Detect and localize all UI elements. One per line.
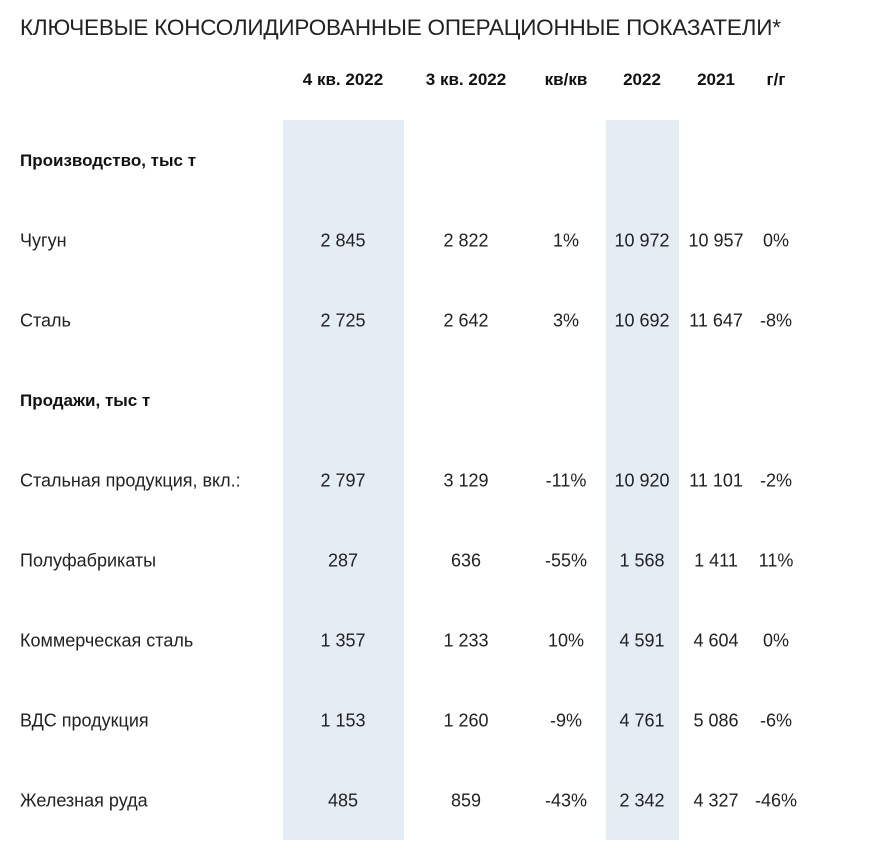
column-header-yoy: г/г [766, 70, 786, 89]
cell-yoy: -8% [759, 310, 793, 331]
column-header-q3-2022: 3 кв. 2022 [425, 70, 507, 89]
row-label: Сталь [20, 310, 71, 331]
cell-q3-2022: 1 260 [443, 710, 489, 731]
cell-q4-2022: 2 797 [320, 470, 366, 491]
cell-q3-2022: 859 [450, 790, 482, 811]
cell-yoy: 0% [762, 630, 790, 651]
cell-2022: 1 568 [619, 550, 665, 571]
row-label: Железная руда [20, 790, 148, 811]
row-label: ВДС продукция [20, 710, 149, 731]
cell-2022: 2 342 [619, 790, 665, 811]
cell-qoq: 3% [552, 310, 580, 331]
column-header-qoq: кв/кв [544, 70, 588, 89]
cell-2021: 4 327 [693, 790, 739, 811]
cell-q3-2022: 1 233 [443, 630, 489, 651]
cell-qoq: 1% [552, 230, 580, 251]
cell-2022: 10 692 [614, 310, 670, 331]
cell-2022: 10 972 [614, 230, 670, 251]
cell-q4-2022: 1 153 [320, 710, 366, 731]
cell-q3-2022: 3 129 [443, 470, 489, 491]
cell-yoy: -46% [754, 790, 798, 811]
cell-qoq: -55% [544, 550, 588, 571]
cell-yoy: -2% [759, 470, 793, 491]
cell-yoy: 11% [758, 550, 794, 571]
cell-2021: 5 086 [693, 710, 739, 731]
cell-q3-2022: 2 822 [443, 230, 489, 251]
cell-2021: 10 957 [688, 230, 744, 251]
column-header-q4-2022: 4 кв. 2022 [302, 70, 384, 89]
cell-2022: 4 591 [619, 630, 665, 651]
cell-2022: 10 920 [614, 470, 670, 491]
cell-2022: 4 761 [619, 710, 665, 731]
row-label: Стальная продукция, вкл.: [20, 470, 241, 491]
cell-q4-2022: 2 725 [320, 310, 366, 331]
cell-qoq: -9% [549, 710, 583, 731]
cell-2021: 4 604 [693, 630, 739, 651]
cell-2021: 11 101 [689, 470, 743, 491]
cell-qoq: -11% [545, 470, 587, 491]
cell-qoq: -43% [544, 790, 588, 811]
column-header-2021: 2021 [697, 70, 735, 89]
cell-yoy: 0% [762, 230, 790, 251]
cell-q3-2022: 636 [450, 550, 482, 571]
cell-yoy: -6% [759, 710, 793, 731]
cell-q4-2022: 485 [327, 790, 359, 811]
cell-q3-2022: 2 642 [443, 310, 489, 331]
cell-2021: 1 411 [694, 550, 738, 571]
section-heading: Продажи, тыс т [20, 391, 151, 410]
cell-q4-2022: 1 357 [320, 630, 366, 651]
cell-2021: 11 647 [689, 310, 743, 331]
column-header-2022: 2022 [623, 70, 661, 89]
cell-q4-2022: 287 [327, 550, 359, 571]
page-title: КЛЮЧЕВЫЕ КОНСОЛИДИРОВАННЫЕ ОПЕРАЦИОННЫЕ ПОКАЗАТЕЛИ* [20, 15, 781, 40]
row-label: Чугун [20, 230, 67, 251]
row-label: Коммерческая сталь [20, 630, 194, 651]
cell-q4-2022: 2 845 [320, 230, 366, 251]
cell-qoq: 10% [547, 630, 585, 651]
section-heading: Производство, тыс т [20, 151, 197, 170]
row-label: Полуфабрикаты [20, 550, 157, 571]
